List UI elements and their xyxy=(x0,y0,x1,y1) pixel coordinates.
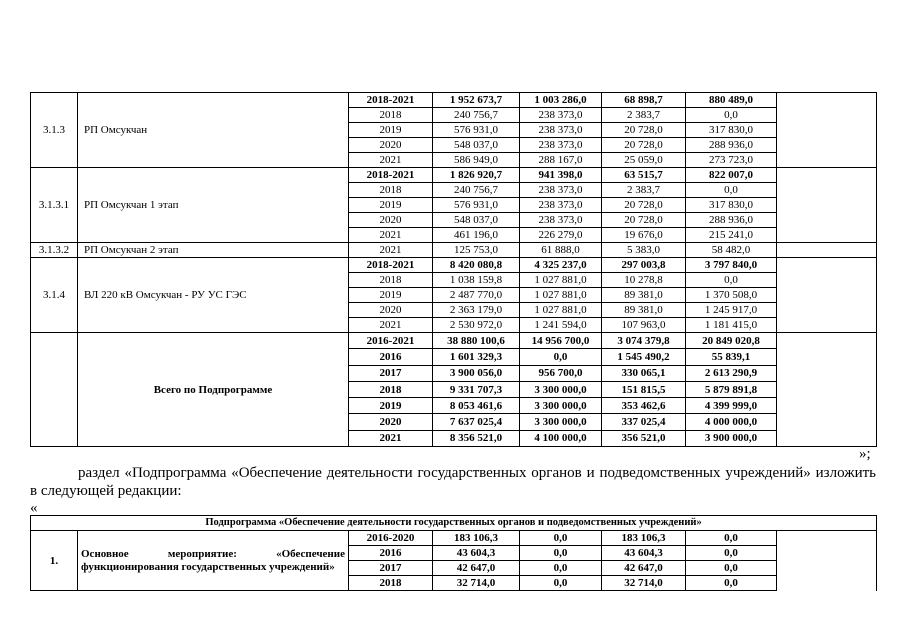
funding-cell: 1 027 881,0 xyxy=(520,273,602,288)
funding-cell: 1 003 286,0 xyxy=(520,93,602,108)
year-cell: 2018-2021 xyxy=(349,93,433,108)
empty-cell xyxy=(777,243,877,258)
table-row xyxy=(31,168,877,183)
funding-cell: 0,0 xyxy=(686,273,777,288)
empty-cell xyxy=(777,333,877,447)
year-cell: 2019 xyxy=(349,398,433,414)
funding-cell: 4 325 237,0 xyxy=(520,258,602,273)
funding-cell: 89 381,0 xyxy=(602,288,686,303)
funding-cell: 55 839,1 xyxy=(686,349,777,365)
year-cell: 2018-2021 xyxy=(349,168,433,183)
empty-cell xyxy=(777,258,877,333)
total-cell: 240 756,7 xyxy=(433,183,520,198)
total-cell: 2 487 770,0 xyxy=(433,288,520,303)
funding-cell: 238 373,0 xyxy=(520,123,602,138)
funding-cell: 356 521,0 xyxy=(602,430,686,446)
item-description: Основное мероприятие: «Обеспечение функционирования государственных учреждений» xyxy=(78,531,349,591)
funding-cell: 353 462,6 xyxy=(602,398,686,414)
funding-cell: 238 373,0 xyxy=(520,108,602,123)
table-row xyxy=(31,243,877,258)
year-cell: 2020 xyxy=(349,303,433,318)
item-name: РП Омсукчан 2 этап xyxy=(78,243,349,258)
funding-cell: 317 830,0 xyxy=(686,198,777,213)
funding-cell: 337 025,4 xyxy=(602,414,686,430)
funding-cell: 1 027 881,0 xyxy=(520,303,602,318)
year-cell: 2019 xyxy=(349,198,433,213)
subprogram-title: Подпрограмма «Обеспечение деятельности государственных органов и подведомственных учреждений» xyxy=(31,516,877,531)
year-cell: 2021 xyxy=(349,430,433,446)
item-code: 3.1.3.2 xyxy=(31,243,78,258)
funding-cell: 3 300 000,0 xyxy=(520,381,602,397)
year-cell: 2021 xyxy=(349,318,433,333)
funding-cell: 3 074 379,8 xyxy=(602,333,686,349)
subprogram-table xyxy=(30,515,877,591)
table-row xyxy=(31,93,877,108)
total-cell: 183 106,3 xyxy=(433,531,520,546)
total-cell: 38 880 100,6 xyxy=(433,333,520,349)
year-cell: 2016-2021 xyxy=(349,333,433,349)
funding-cell: 4 100 000,0 xyxy=(520,430,602,446)
summary-label: Всего по Подпрограмме xyxy=(78,333,349,447)
item-name: РП Омсукчан xyxy=(78,93,349,168)
item-code: 3.1.4 xyxy=(31,258,78,333)
funding-cell: 288 167,0 xyxy=(520,153,602,168)
total-cell: 576 931,0 xyxy=(433,123,520,138)
funding-cell: 0,0 xyxy=(686,183,777,198)
year-cell: 2020 xyxy=(349,213,433,228)
item-code: 3.1.3 xyxy=(31,93,78,168)
year-cell: 2018 xyxy=(349,381,433,397)
year-cell: 2016 xyxy=(349,546,433,561)
funding-cell: 3 797 840,0 xyxy=(686,258,777,273)
total-cell: 586 949,0 xyxy=(433,153,520,168)
total-cell: 7 637 025,4 xyxy=(433,414,520,430)
year-cell: 2021 xyxy=(349,153,433,168)
year-cell: 2017 xyxy=(349,365,433,381)
total-cell: 9 331 707,3 xyxy=(433,381,520,397)
funding-cell: 1 245 917,0 xyxy=(686,303,777,318)
funding-cell: 58 482,0 xyxy=(686,243,777,258)
funding-cell: 1 027 881,0 xyxy=(520,288,602,303)
funding-cell: 226 279,0 xyxy=(520,228,602,243)
funding-cell: 10 278,8 xyxy=(602,273,686,288)
total-cell: 2 530 972,0 xyxy=(433,318,520,333)
year-cell: 2019 xyxy=(349,123,433,138)
funding-cell: 0,0 xyxy=(686,561,777,576)
opening-quote: « xyxy=(30,500,38,516)
item-name: РП Омсукчан 1 этап xyxy=(78,168,349,243)
funding-cell: 822 007,0 xyxy=(686,168,777,183)
funding-cell: 941 398,0 xyxy=(520,168,602,183)
year-cell: 2021 xyxy=(349,228,433,243)
funding-cell: 0,0 xyxy=(686,576,777,591)
funding-table xyxy=(30,92,877,447)
summary-row xyxy=(31,333,877,349)
empty-cell xyxy=(777,531,877,591)
year-cell: 2018 xyxy=(349,576,433,591)
total-cell: 43 604,3 xyxy=(433,546,520,561)
year-cell: 2019 xyxy=(349,288,433,303)
funding-cell: 61 888,0 xyxy=(520,243,602,258)
year-cell: 2018 xyxy=(349,273,433,288)
year-cell: 2017 xyxy=(349,561,433,576)
funding-cell: 20 728,0 xyxy=(602,123,686,138)
total-cell: 32 714,0 xyxy=(433,576,520,591)
total-cell: 461 196,0 xyxy=(433,228,520,243)
funding-cell: 1 241 594,0 xyxy=(520,318,602,333)
empty-cell xyxy=(777,93,877,168)
total-cell: 125 753,0 xyxy=(433,243,520,258)
funding-cell: 107 963,0 xyxy=(602,318,686,333)
funding-cell: 0,0 xyxy=(686,546,777,561)
year-cell: 2021 xyxy=(349,243,433,258)
funding-cell: 317 830,0 xyxy=(686,123,777,138)
funding-cell: 25 059,0 xyxy=(602,153,686,168)
funding-cell: 330 065,1 xyxy=(602,365,686,381)
funding-cell: 68 898,7 xyxy=(602,93,686,108)
funding-cell: 183 106,3 xyxy=(602,531,686,546)
funding-cell: 2 383,7 xyxy=(602,108,686,123)
funding-cell: 956 700,0 xyxy=(520,365,602,381)
funding-cell: 43 604,3 xyxy=(602,546,686,561)
funding-cell: 273 723,0 xyxy=(686,153,777,168)
year-cell: 2018-2021 xyxy=(349,258,433,273)
total-cell: 548 037,0 xyxy=(433,213,520,228)
year-cell: 2018 xyxy=(349,183,433,198)
year-cell: 2016-2020 xyxy=(349,531,433,546)
total-cell: 8 420 080,8 xyxy=(433,258,520,273)
funding-cell: 42 647,0 xyxy=(602,561,686,576)
year-cell: 2018 xyxy=(349,108,433,123)
funding-cell: 238 373,0 xyxy=(520,138,602,153)
funding-cell: 2 613 290,9 xyxy=(686,365,777,381)
funding-cell: 4 000 000,0 xyxy=(686,414,777,430)
total-cell: 8 356 521,0 xyxy=(433,430,520,446)
funding-cell: 297 003,8 xyxy=(602,258,686,273)
amendment-paragraph: раздел «Подпрограмма «Обеспечение деятельности государственных органов и подведомственных учреждений» изложить в следующей редакции: xyxy=(30,465,876,499)
table-row xyxy=(31,258,877,273)
total-cell: 1 601 329,3 xyxy=(433,349,520,365)
empty-cell xyxy=(31,333,78,447)
funding-cell: 89 381,0 xyxy=(602,303,686,318)
funding-cell: 0,0 xyxy=(520,561,602,576)
funding-cell: 3 300 000,0 xyxy=(520,398,602,414)
total-cell: 1 826 920,7 xyxy=(433,168,520,183)
funding-cell: 20 728,0 xyxy=(602,198,686,213)
total-cell: 548 037,0 xyxy=(433,138,520,153)
funding-cell: 19 676,0 xyxy=(602,228,686,243)
total-cell: 1 952 673,7 xyxy=(433,93,520,108)
total-cell: 1 038 159,8 xyxy=(433,273,520,288)
funding-cell: 0,0 xyxy=(520,546,602,561)
funding-cell: 2 383,7 xyxy=(602,183,686,198)
funding-cell: 3 300 000,0 xyxy=(520,414,602,430)
funding-cell: 288 936,0 xyxy=(686,213,777,228)
item-name: ВЛ 220 кВ Омсукчан - РУ УС ГЭС xyxy=(78,258,349,333)
funding-cell: 238 373,0 xyxy=(520,213,602,228)
funding-cell: 0,0 xyxy=(520,531,602,546)
funding-cell: 880 489,0 xyxy=(686,93,777,108)
funding-cell: 151 815,5 xyxy=(602,381,686,397)
funding-cell: 0,0 xyxy=(686,531,777,546)
funding-cell: 238 373,0 xyxy=(520,198,602,213)
funding-cell: 0,0 xyxy=(520,576,602,591)
empty-cell xyxy=(777,168,877,243)
funding-cell: 3 900 000,0 xyxy=(686,430,777,446)
funding-cell: 1 181 415,0 xyxy=(686,318,777,333)
total-cell: 42 647,0 xyxy=(433,561,520,576)
funding-cell: 14 956 700,0 xyxy=(520,333,602,349)
closing-quote: »; xyxy=(859,446,871,462)
funding-cell: 5 383,0 xyxy=(602,243,686,258)
funding-cell: 0,0 xyxy=(686,108,777,123)
year-cell: 2020 xyxy=(349,138,433,153)
total-cell: 240 756,7 xyxy=(433,108,520,123)
funding-cell: 1 370 508,0 xyxy=(686,288,777,303)
funding-cell: 20 728,0 xyxy=(602,138,686,153)
year-cell: 2016 xyxy=(349,349,433,365)
funding-cell: 288 936,0 xyxy=(686,138,777,153)
funding-cell: 20 849 020,8 xyxy=(686,333,777,349)
funding-cell: 238 373,0 xyxy=(520,183,602,198)
total-cell: 3 900 056,0 xyxy=(433,365,520,381)
funding-cell: 5 879 891,8 xyxy=(686,381,777,397)
item-number: 1. xyxy=(31,531,78,591)
funding-cell: 0,0 xyxy=(520,349,602,365)
total-cell: 8 053 461,6 xyxy=(433,398,520,414)
funding-cell: 20 728,0 xyxy=(602,213,686,228)
funding-cell: 32 714,0 xyxy=(602,576,686,591)
item-code: 3.1.3.1 xyxy=(31,168,78,243)
funding-cell: 215 241,0 xyxy=(686,228,777,243)
total-cell: 576 931,0 xyxy=(433,198,520,213)
funding-cell: 4 399 999,0 xyxy=(686,398,777,414)
table-row xyxy=(31,531,877,546)
total-cell: 2 363 179,0 xyxy=(433,303,520,318)
year-cell: 2020 xyxy=(349,414,433,430)
funding-cell: 1 545 490,2 xyxy=(602,349,686,365)
funding-cell: 63 515,7 xyxy=(602,168,686,183)
